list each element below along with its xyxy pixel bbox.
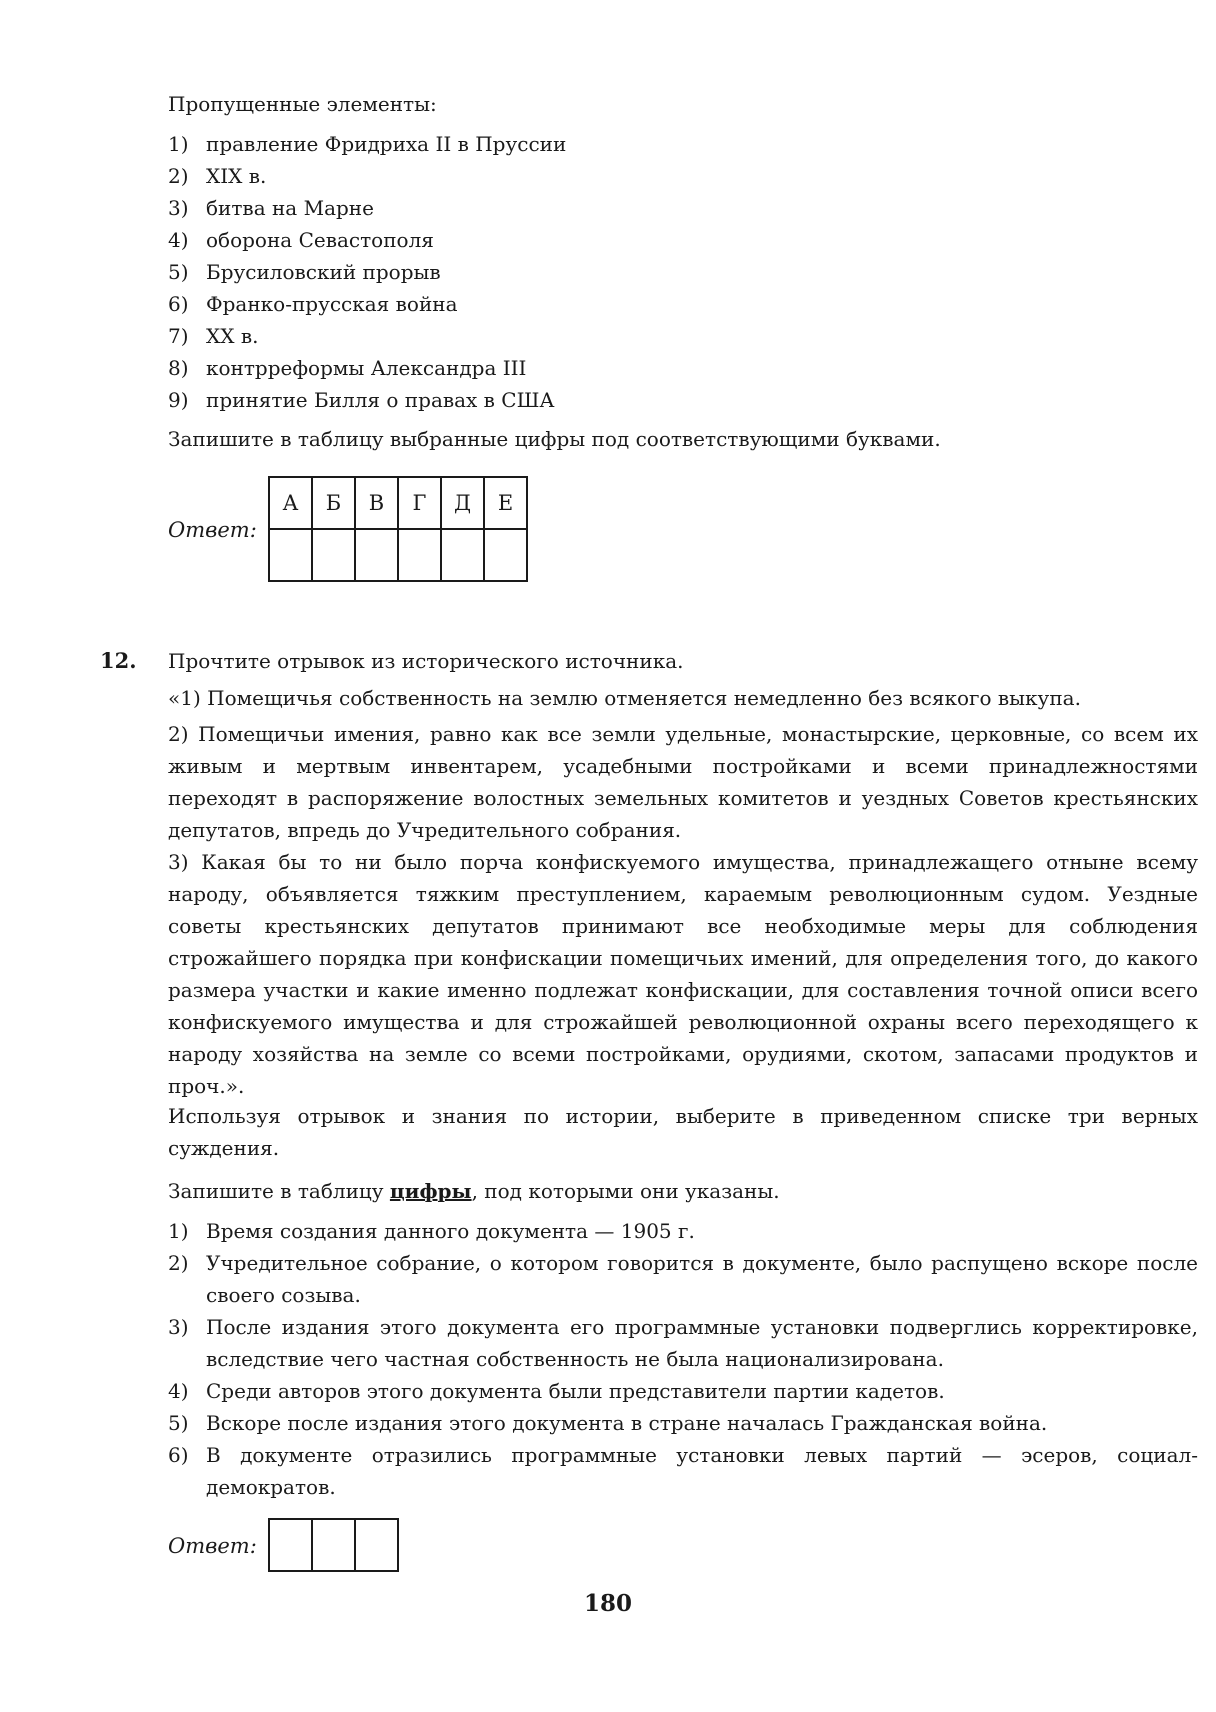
answer-letter-cell: В	[355, 477, 398, 529]
answer-label: Ответ:	[168, 518, 257, 542]
list-item	[168, 352, 1198, 384]
list-item-text: оборона Севастополя	[206, 228, 434, 252]
table-instruction: Запишите в таблицу выбранные цифры под соответствующими буквами.	[168, 427, 941, 451]
list-item	[168, 256, 1198, 288]
answer-cell[interactable]	[269, 1519, 312, 1571]
answer-input-cell[interactable]	[355, 529, 398, 581]
answer-letter-cell: Е	[484, 477, 527, 529]
list-item-text: Брусиловский прорыв	[206, 260, 441, 284]
list-item	[168, 288, 1198, 320]
list-item	[168, 1407, 1198, 1439]
answer-table-header-row	[269, 477, 527, 529]
list-item-number: 3)	[168, 1315, 189, 1339]
list-item-number: 2)	[168, 164, 189, 188]
list-item-number: 9)	[168, 388, 189, 412]
list-item-text: Время создания данного документа — 1905 г.	[206, 1219, 695, 1243]
list-item-number: 7)	[168, 324, 189, 348]
answer-label-q12: Ответ:	[168, 1534, 257, 1558]
task-text: Используя отрывок и знания по истории, выберите в приведенном списке три верных суждения.	[168, 1104, 1198, 1160]
list-item-text: битва на Марне	[206, 196, 374, 220]
list-item-text: принятие Билля о правах в США	[206, 388, 555, 412]
answer-input-cell[interactable]	[312, 529, 355, 581]
record-instruction	[168, 1175, 1198, 1207]
missing-elements-heading: Пропущенные элементы:	[168, 92, 437, 116]
list-item-text: правление Фридриха II в Пруссии	[206, 132, 567, 156]
list-item-text: Среди авторов этого документа были представители партии кадетов.	[206, 1379, 945, 1403]
record-suffix: , под которыми они указаны.	[471, 1179, 780, 1203]
list-item-number: 6)	[168, 1443, 189, 1467]
list-item	[168, 1375, 1198, 1407]
answer-input-cell[interactable]	[441, 529, 484, 581]
source-paragraph-3: 3) Какая бы то ни было порча конфискуемого имущества, принадлежащего отныне всему народу, объявляется тяжким преступлением, караемым революционным судом. Уездные советы крестьянских депутатов принимают все необходимые меры для соблюдения строжайшего порядка при конфискации помещичьих имений, для определения того, до какого размера участки и какие именно подлежат конфискации, для составления точной описи всего конфискуемого имущества и для строжайшей революционной охраны всего переходящего к народу хозяйства на земле со всеми постройками, орудиями, скотом, запасами продуктов и проч.».	[168, 850, 1198, 1098]
list-item-text: Вскоре после издания этого документа в стране началась Гражданская война.	[206, 1411, 1048, 1435]
list-item-text: XIX в.	[206, 164, 267, 188]
list-item	[168, 128, 1198, 160]
list-item-number: 6)	[168, 292, 189, 316]
missing-elements-list	[168, 128, 1198, 416]
list-item-number: 1)	[168, 1219, 189, 1243]
answer-letter-cell: Г	[398, 477, 441, 529]
source-paragraph-2: 2) Помещичьи имения, равно как все земли удельные, монастырские, церковные, со всем их живым и мертвым инвентарем, усадебными постройками и всеми принадлежностями переходят в распоряжение волостных земельных комитетов и уездных Советов крестьянских депутатов, впредь до Учредительного собрания.	[168, 722, 1198, 842]
answer-cell[interactable]	[312, 1519, 355, 1571]
list-item-text: После издания этого документа его программные установки подверглись корректировке, вследствие чего частная собственность не была национализирована.	[206, 1315, 1198, 1371]
list-item-text: контрреформы Александра III	[206, 356, 527, 380]
list-item-number: 4)	[168, 1379, 189, 1403]
answer-letter-cell: Б	[312, 477, 355, 529]
list-item-number: 4)	[168, 228, 189, 252]
list-item	[168, 320, 1198, 352]
answer-input-cell[interactable]	[269, 529, 312, 581]
list-item	[168, 160, 1198, 192]
list-item-number: 5)	[168, 260, 189, 284]
list-item	[168, 224, 1198, 256]
list-item	[168, 1311, 1198, 1375]
answer-table-letters	[268, 476, 528, 582]
list-item-number: 8)	[168, 356, 189, 380]
list-item	[168, 1215, 1198, 1247]
list-item-text: XX в.	[206, 324, 259, 348]
question-intro: Прочтите отрывок из исторического источника.	[168, 649, 684, 673]
answer-letter-cell: Д	[441, 477, 484, 529]
answer-cell[interactable]	[355, 1519, 398, 1571]
page-number: 180	[583, 1590, 632, 1617]
record-prefix: Запишите в таблицу	[168, 1179, 390, 1203]
question-number: 12.	[100, 648, 137, 673]
list-item-number: 1)	[168, 132, 189, 156]
list-item	[168, 192, 1198, 224]
list-item-text: Франко-прусская война	[206, 292, 458, 316]
answer-table-q12	[268, 1518, 399, 1572]
answer-input-cell[interactable]	[484, 529, 527, 581]
list-item-number: 5)	[168, 1411, 189, 1435]
list-item-text: Учредительное собрание, о котором говорится в документе, было распущено вскоре после своего созыва.	[206, 1251, 1198, 1307]
answer-table-input-row	[269, 529, 527, 581]
list-item-number: 3)	[168, 196, 189, 220]
options-list	[168, 1215, 1198, 1503]
record-emphasis: цифры	[389, 1179, 472, 1203]
list-item-number: 2)	[168, 1251, 189, 1275]
list-item-text: В документе отразились программные установки левых партий — эсеров, социал-демократов.	[206, 1443, 1198, 1499]
list-item	[168, 1439, 1198, 1503]
source-paragraph-1: «1) Помещичья собственность на землю отменяется немедленно без всякого выкупа.	[168, 686, 1081, 710]
list-item	[168, 384, 1198, 416]
list-item	[168, 1247, 1198, 1311]
answer-letter-cell: А	[269, 477, 312, 529]
answer-input-cell[interactable]	[398, 529, 441, 581]
